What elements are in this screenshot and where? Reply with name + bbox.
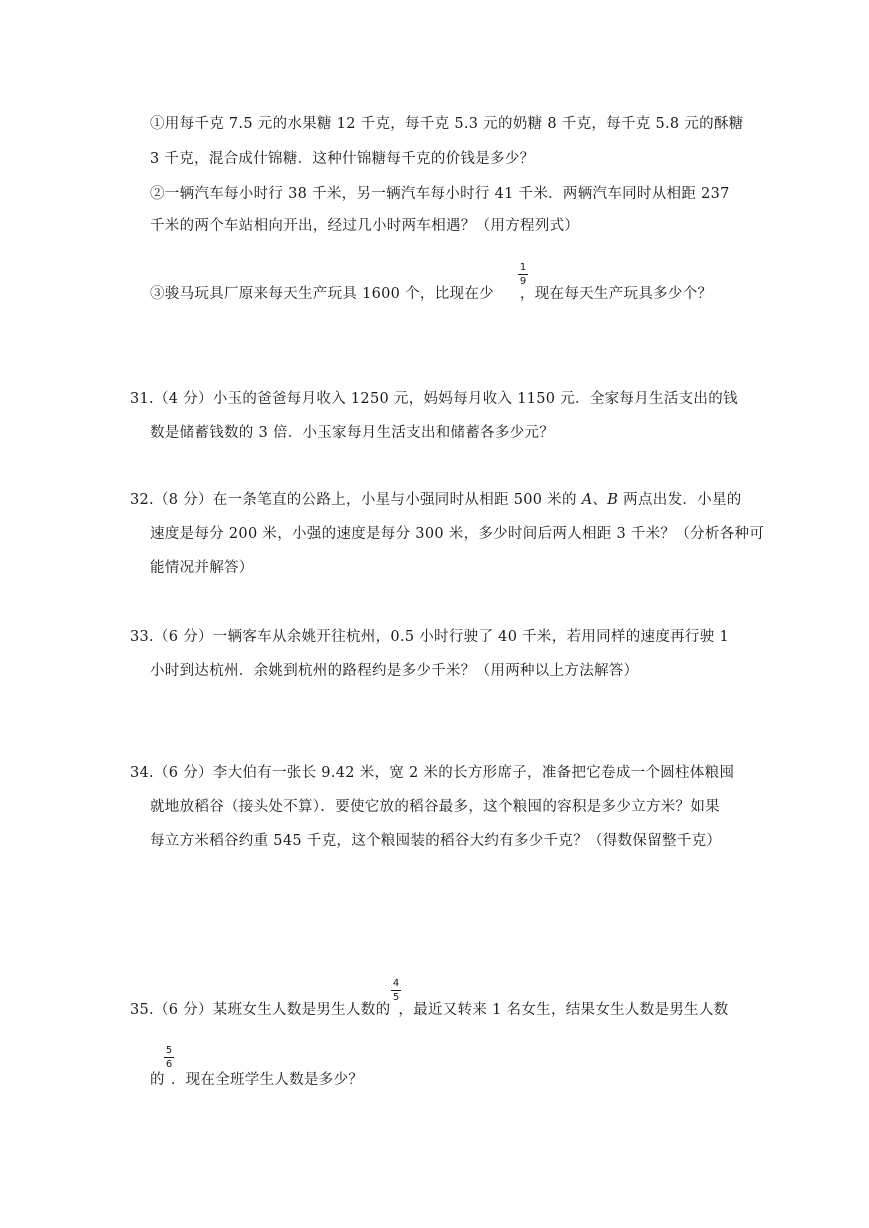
question-32-line-1 — [130, 488, 742, 509]
fraction-numerator: 4 — [392, 978, 400, 989]
question-35-line-1 — [130, 998, 729, 1019]
fraction-bar — [518, 274, 528, 275]
fraction-numerator: 5 — [165, 1045, 173, 1056]
fraction-four-fifths — [390, 978, 402, 1003]
sub-question-1-line-2: 3 千克，混合成什锦糖．这种什锦糖每千克的价钱是多少？ — [150, 151, 535, 167]
fraction-denominator: 5 — [392, 992, 400, 1003]
point-a-label: A — [581, 492, 593, 508]
fraction-denominator: 6 — [165, 1059, 173, 1070]
question-34-line-3: 每立方米稻谷约重 545 千克，这个粮囤装的稻谷大约有多少千克？（得数保留整千克） — [150, 833, 722, 849]
question-35-text-after: ，最近又转来 1 名女生，结果女生人数是男生人数 — [398, 1002, 729, 1018]
sub-question-2-line-1: ②一辆汽车每小时行 38 千米，另一辆汽车每小时行 41 千米．两辆汽车同时从相距 237 — [150, 186, 730, 202]
question-35-text-before: 35.（6 分）某班女生人数是男生人数的 — [130, 1002, 391, 1018]
fraction-one-ninth — [517, 262, 529, 287]
question-32-line-3: 能情况并解答） — [150, 560, 254, 576]
question-33-line-1: 33.（6 分）一辆客车从余姚开往杭州，0.5 小时行驶了 40 千米，若用同样的速度再行驶 1 — [130, 629, 729, 645]
question-35-line-2 — [150, 1068, 363, 1089]
sub-question-3-text-after: ，现在每天生产玩具多少个？ — [519, 286, 713, 302]
question-34-line-1: 34.（6 分）李大伯有一张长 9.42 米，宽 2 米的长方形席子，准备把它卷成一个圆柱体粮囤 — [130, 765, 735, 781]
question-35-text-end: ．现在全班学生人数是多少？ — [170, 1072, 364, 1088]
question-32-text-b: 两点出发．小星的 — [618, 492, 742, 508]
point-b-label: B — [607, 492, 619, 508]
question-31-line-1: 31.（4 分）小玉的爸爸每月收入 1250 元，妈妈每月收入 1150 元．全家每月生活支出的钱 — [130, 391, 738, 407]
point-separator: 、 — [592, 492, 608, 508]
question-32-text-a: 32.（8 分）在一条笔直的公路上，小星与小强同时从相距 500 米的 — [130, 492, 582, 508]
sub-question-2-line-2: 千米的两个车站相向开出，经过几小时两车相遇？（用方程列式） — [150, 218, 580, 234]
sub-question-3-text-before: ③骏马玩具厂原来每天生产玩具 1600 个，比现在少 — [150, 286, 494, 302]
question-33-line-2: 小时到达杭州．余姚到杭州的路程约是多少千米？（用两种以上方法解答） — [150, 663, 639, 679]
question-34-line-2: 就地放稻谷（接头处不算）．要使它放的稻谷最多，这个粮囤的容积是多少立方米？如果 — [150, 799, 720, 815]
fraction-numerator: 1 — [519, 262, 527, 273]
fraction-bar — [391, 990, 401, 991]
fraction-denominator: 9 — [519, 276, 527, 287]
question-35-text-de: 的 — [150, 1072, 165, 1088]
sub-question-1-line-1: ①用每千克 7.5 元的水果糖 12 千克，每千克 5.3 元的奶糖 8 千克，每千克 5.8 元的酥糖 — [150, 116, 744, 132]
question-32-line-2: 速度是每分 200 米，小强的速度是每分 300 米，多少时间后两人相距 3 千米？（分析各种可 — [150, 526, 765, 542]
sub-question-3-line — [150, 282, 712, 303]
fraction-five-sixths — [163, 1045, 175, 1070]
question-31-line-2: 数是储蓄钱数的 3 倍．小玉家每月生活支出和储蓄各多少元？ — [150, 425, 555, 441]
fraction-bar — [164, 1057, 174, 1058]
